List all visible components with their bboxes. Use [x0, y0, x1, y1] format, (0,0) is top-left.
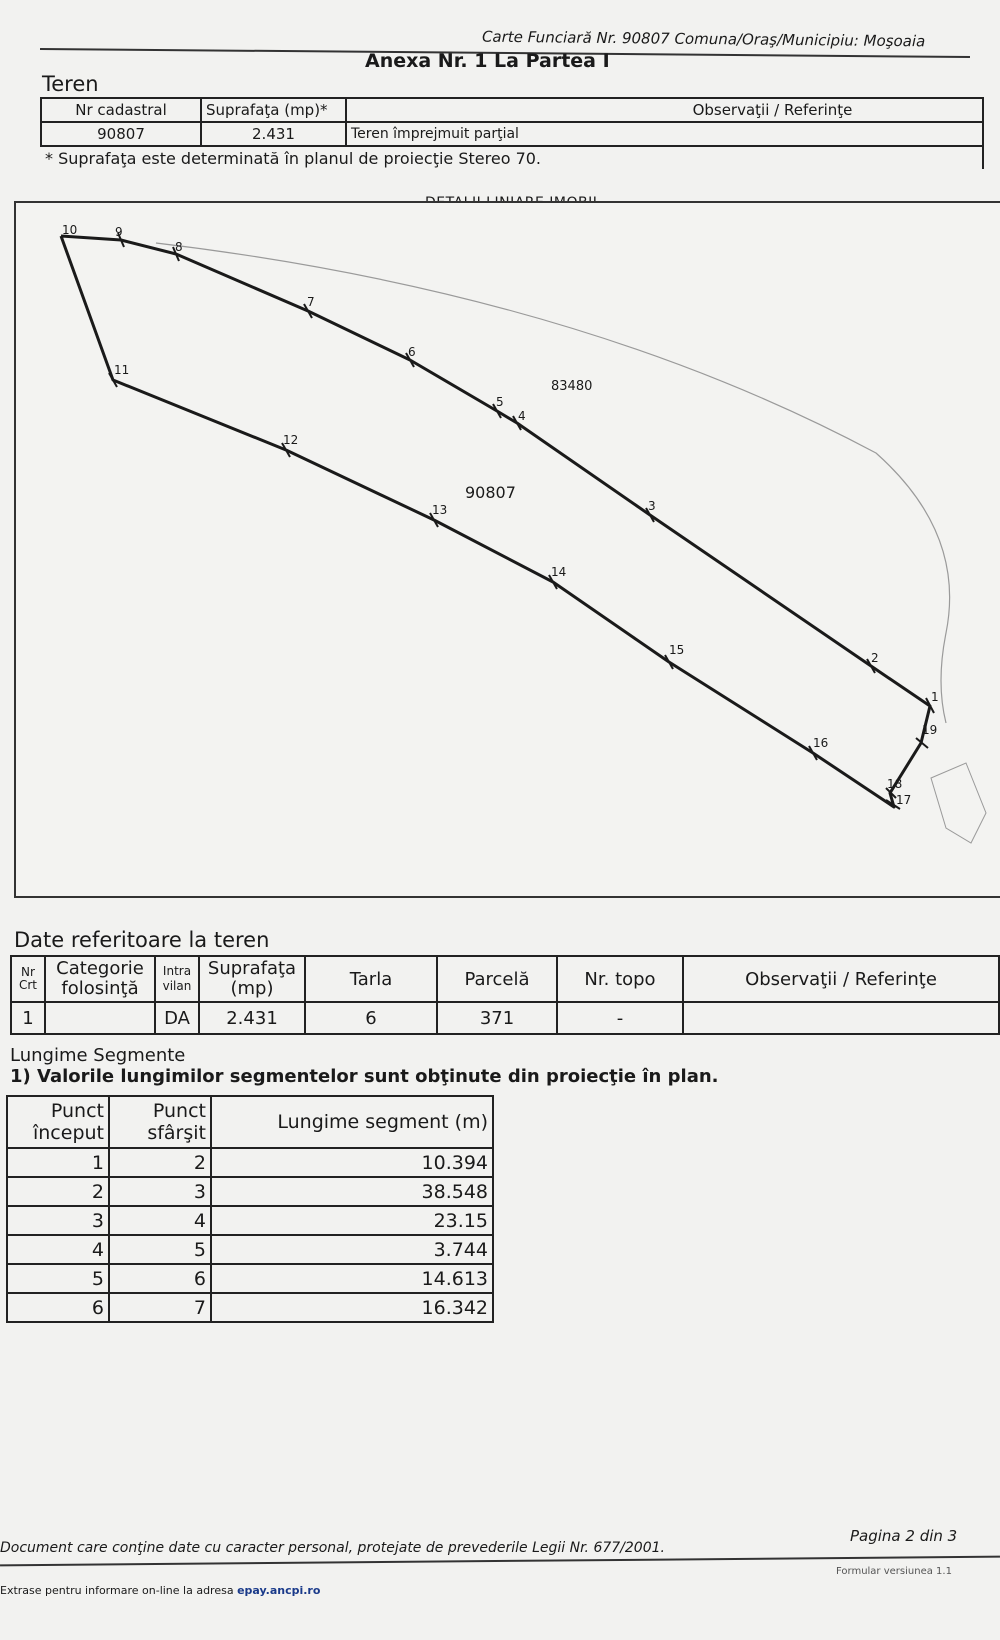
neighbor-building — [931, 763, 986, 843]
point-label-2: 2 — [871, 651, 879, 665]
col-nr-cadastral: Nr cadastral — [41, 98, 201, 122]
footer-privacy: Document care conţine date cu caracter personal, protejate de prevederile Legii Nr. 677/2001. — [0, 1540, 665, 1556]
footer-versiune: Formular versiunea 1.1 — [836, 1566, 952, 1577]
cell-start: 3 — [7, 1206, 109, 1235]
footer-info-text: Extrase pentru informare on-line la adresa — [0, 1584, 234, 1597]
cell-end: 6 — [109, 1264, 211, 1293]
point-label-13: 13 — [432, 503, 448, 517]
map-frame — [14, 201, 1000, 898]
point-label-14: 14 — [551, 565, 567, 579]
cell-length: 10.394 — [211, 1148, 493, 1177]
col-intravilan: Intra vilan — [155, 956, 199, 1002]
point-label-15: 15 — [669, 643, 685, 657]
cell-length: 38.548 — [211, 1177, 493, 1206]
anexa-title: Anexa Nr. 1 La Partea I — [365, 50, 610, 72]
parcel-label: 90807 — [465, 483, 516, 502]
cell-end: 3 — [109, 1177, 211, 1206]
cell-start: 2 — [7, 1177, 109, 1206]
col-lungime: Lungime segment (m) — [211, 1096, 493, 1148]
table-row — [7, 1206, 493, 1235]
teren-table — [40, 97, 984, 169]
cell-observatii: Teren împrejmuit parţial — [346, 122, 983, 146]
table-row — [7, 1148, 493, 1177]
cell-length: 16.342 — [211, 1293, 493, 1322]
table-row — [7, 1235, 493, 1264]
cell-length: 3.744 — [211, 1235, 493, 1264]
point-label-18: 18 — [887, 777, 903, 791]
point-label-1: 1 — [931, 690, 939, 704]
point-label-12: 12 — [283, 433, 299, 447]
cell-length: 23.15 — [211, 1206, 493, 1235]
col-observatii: Observaţii / Referinţe — [683, 956, 999, 1002]
cell-end: 7 — [109, 1293, 211, 1322]
parcel-plan — [16, 203, 1000, 896]
point-label-4: 4 — [518, 409, 526, 423]
date-teren-title: Date referitoare la teren — [14, 928, 270, 952]
col-parcela: Parcelă — [437, 956, 557, 1002]
table-row — [7, 1293, 493, 1322]
table-row — [7, 1177, 493, 1206]
footer-rule — [0, 1556, 1000, 1567]
point-label-16: 16 — [813, 736, 829, 750]
cell-observatii — [683, 1002, 999, 1034]
cell-end: 2 — [109, 1148, 211, 1177]
col-nr-crt: Nr Crt — [11, 956, 45, 1002]
col-observatii: Observaţii / Referinţe — [346, 98, 983, 122]
point-label-11: 11 — [114, 363, 130, 377]
segmente-table — [6, 1095, 494, 1323]
cell-nr-cadastral: 90807 — [41, 122, 201, 146]
cell-start: 4 — [7, 1235, 109, 1264]
footer-info — [0, 1584, 320, 1597]
cell-categorie — [45, 1002, 155, 1034]
date-teren-table — [10, 955, 1000, 1035]
cell-start: 6 — [7, 1293, 109, 1322]
cell-parcela: 371 — [437, 1002, 557, 1034]
col-nr-topo: Nr. topo — [557, 956, 683, 1002]
point-label-8: 8 — [175, 240, 183, 254]
point-label-10: 10 — [62, 223, 78, 237]
cell-end: 4 — [109, 1206, 211, 1235]
footer-link[interactable]: epay.ancpi.ro — [237, 1584, 321, 1597]
cell-length: 14.613 — [211, 1264, 493, 1293]
table-row — [7, 1264, 493, 1293]
cell-start: 5 — [7, 1264, 109, 1293]
col-tarla: Tarla — [305, 956, 437, 1002]
teren-title: Teren — [42, 72, 99, 96]
carte-funciara-header: Carte Funciară Nr. 90807 Comuna/Oraş/Municipiu: Moşoaia — [481, 27, 926, 51]
col-punct-inceput: Punct început — [7, 1096, 109, 1148]
col-suprafata: Suprafaţa (mp)* — [201, 98, 346, 122]
col-suprafata: Suprafaţa (mp) — [199, 956, 305, 1002]
cell-suprafata: 2.431 — [199, 1002, 305, 1034]
neighbor-boundary — [156, 243, 950, 723]
point-label-17: 17 — [896, 793, 912, 807]
col-punct-sfarsit: Punct sfârşit — [109, 1096, 211, 1148]
point-label-7: 7 — [307, 295, 315, 309]
cell-intravilan: DA — [155, 1002, 199, 1034]
segmente-note: 1) Valorile lungimilor segmentelor sunt obţinute din proiecţie în plan. — [10, 1066, 719, 1087]
neighbor-label: 83480 — [551, 379, 593, 394]
cell-nr-crt: 1 — [11, 1002, 45, 1034]
col-categorie: Categorie folosinţă — [45, 956, 155, 1002]
point-label-3: 3 — [648, 499, 656, 513]
footer-pagina: Pagina 2 din 3 — [850, 1527, 958, 1545]
point-label-19: 19 — [922, 723, 938, 737]
cell-nr-topo: - — [557, 1002, 683, 1034]
point-label-9: 9 — [115, 225, 123, 239]
segmente-title: Lungime Segmente — [10, 1045, 186, 1066]
cell-suprafata: 2.431 — [201, 122, 346, 146]
point-label-5: 5 — [496, 395, 504, 409]
cell-start: 1 — [7, 1148, 109, 1177]
teren-footnote: * Suprafaţa este determinată în planul de proiecţie Stereo 70. — [41, 146, 983, 169]
cell-end: 5 — [109, 1235, 211, 1264]
point-label-6: 6 — [408, 345, 416, 359]
parcel-boundary — [61, 236, 930, 807]
cell-tarla: 6 — [305, 1002, 437, 1034]
